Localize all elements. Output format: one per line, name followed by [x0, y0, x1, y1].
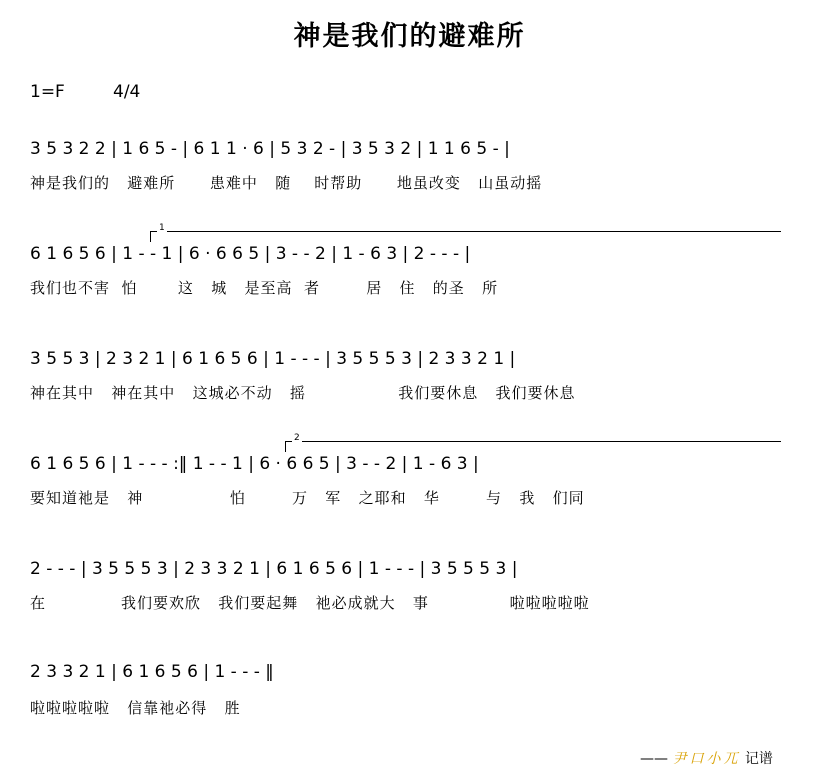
transcriber-credit — [640, 748, 773, 768]
volta-bracket-1 — [150, 223, 781, 242]
credit-name: 尹口小兀 — [672, 751, 741, 767]
notation-line-5: 2 - - - | 3 5 5 5 3 | 2 3 3 2 1 | 6 1 6 5 6 | 1 - - - | 3 5 5 5 3 | — [30, 559, 518, 579]
lyrics-line-5: 在 我们要欢欣 我们要起舞 祂必成就大 事 啦啦啦啦啦 — [30, 594, 590, 612]
notation-line-6: 2 3 3 2 1 | 6 1 6 5 6 | 1 - - - ‖ — [30, 662, 274, 682]
lyrics-line-4: 要知道祂是 神 怕 万 军 之耶和 华 与 我 们同 — [30, 489, 585, 507]
lyrics-line-2: 我们也不害 怕 这 城 是至高 者 居 住 的圣 所 — [30, 279, 499, 297]
volta-bracket-2 — [285, 433, 781, 452]
key-signature: 1=F — [30, 82, 65, 102]
notation-line-2: 6 1 6 5 6 | 1 - - 1 | 6 · 6 6 5 | 3 - - 2 | 1 - 6 3 | 2 - - - | — [30, 244, 471, 264]
time-signature: 4/4 — [113, 82, 141, 102]
volta-number-1: 1 — [159, 223, 165, 233]
notation-line-3: 3 5 5 3 | 2 3 2 1 | 6 1 6 5 6 | 1 - - - | 3 5 5 5 3 | 2 3 3 2 1 | — [30, 349, 516, 369]
lyrics-line-1: 神是我们的 避难所 患难中 随 时帮助 地虽改变 山虽动摇 — [30, 174, 543, 192]
credit-label: 记谱 — [744, 751, 773, 767]
lyrics-line-3: 神在其中 神在其中 这城必不动 摇 我们要休息 我们要休息 — [30, 384, 576, 402]
notation-line-4: 6 1 6 5 6 | 1 - - - :‖ 1 - - 1 | 6 · 6 6 5 | 3 - - 2 | 1 - 6 3 | — [30, 454, 479, 474]
credit-dash: —— — [640, 751, 668, 767]
song-title: 神是我们的避难所 — [293, 21, 526, 52]
volta-number-2: 2 — [294, 433, 300, 443]
notation-line-1: 3 5 3 2 2 | 1 6 5 - | 6 1 1 · 6 | 5 3 2 - | 3 5 3 2 | 1 1 6 5 - | — [30, 139, 510, 159]
lyrics-line-6: 啦啦啦啦啦 信靠祂必得 胜 — [30, 699, 241, 717]
